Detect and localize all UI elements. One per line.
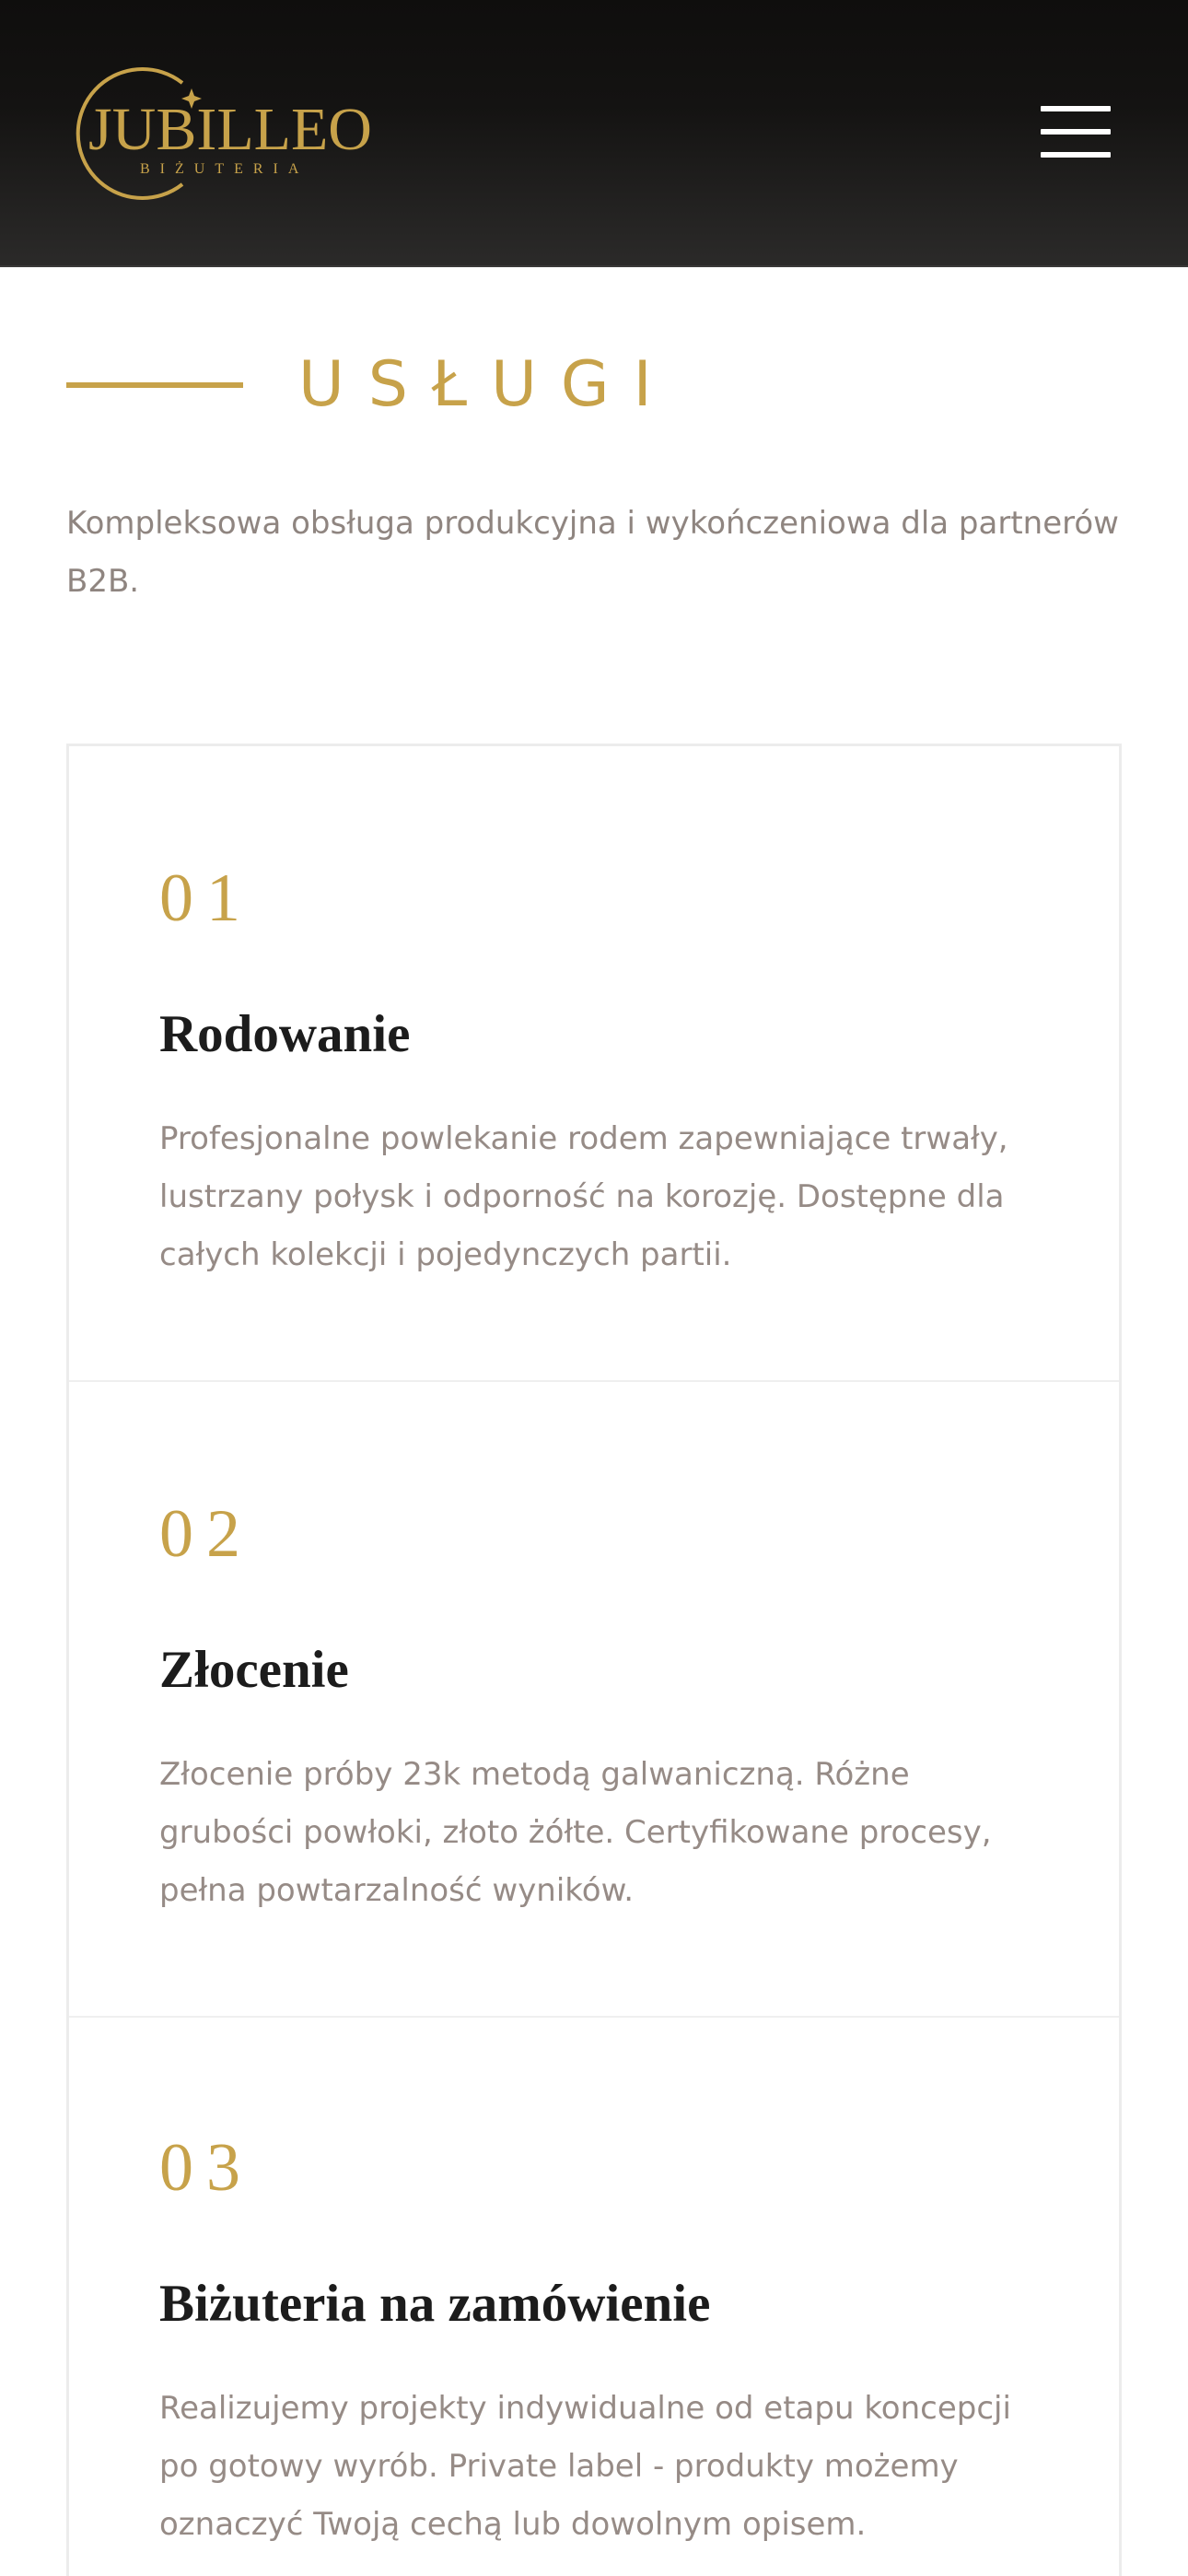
- service-description: Realizujemy projekty indywidualne od etapu koncepcji po gotowy wyrób. Private label - produkty możemy oznaczyć Twoją cechą lub dowolnym opisem.: [159, 2390, 1011, 2543]
- section-heading: [66, 348, 1125, 422]
- service-number: 03: [159, 2130, 253, 2206]
- logo-tagline: BIŻUTERIA: [140, 161, 309, 177]
- hamburger-menu-icon[interactable]: [1041, 104, 1111, 159]
- services-list: [66, 744, 1122, 2576]
- section-intro: Kompleksowa obsługa produkcyjna i wykończeniowa dla partnerów B2B.: [66, 505, 1119, 600]
- service-card: [69, 746, 1119, 1382]
- service-number: 01: [159, 861, 253, 936]
- service-title: Biżuteria na zamówienie: [159, 2275, 711, 2333]
- service-card: [69, 1382, 1119, 2018]
- menu-bar: [1041, 106, 1111, 111]
- service-description: Złocenie próby 23k metodą galwaniczną. Różne grubości powłoki, złoto żółte. Certyfikowane procesy, pełna powtarzalność wyników.: [159, 1756, 992, 1909]
- service-description: Profesjonalne powlekanie rodem zapewniające trwały, lustrzany połysk i odporność na korozję. Dostępne dla całych kolekcji i pojedynczych partii.: [159, 1120, 1008, 1273]
- logo-mark: [64, 64, 378, 203]
- heading-divider: [66, 382, 243, 388]
- service-number: 02: [159, 1496, 253, 1572]
- service-title: Rodowanie: [159, 1005, 411, 1063]
- service-card: [69, 2016, 1119, 2576]
- jubilleo-logo[interactable]: [64, 64, 378, 203]
- site-header: [0, 0, 1188, 267]
- menu-bar: [1041, 129, 1111, 135]
- service-title: Złocenie: [159, 1641, 349, 1699]
- page-title: USŁUGI: [298, 348, 676, 421]
- menu-bar: [1041, 152, 1111, 158]
- logo-wordmark: JUBILLEO: [88, 96, 372, 163]
